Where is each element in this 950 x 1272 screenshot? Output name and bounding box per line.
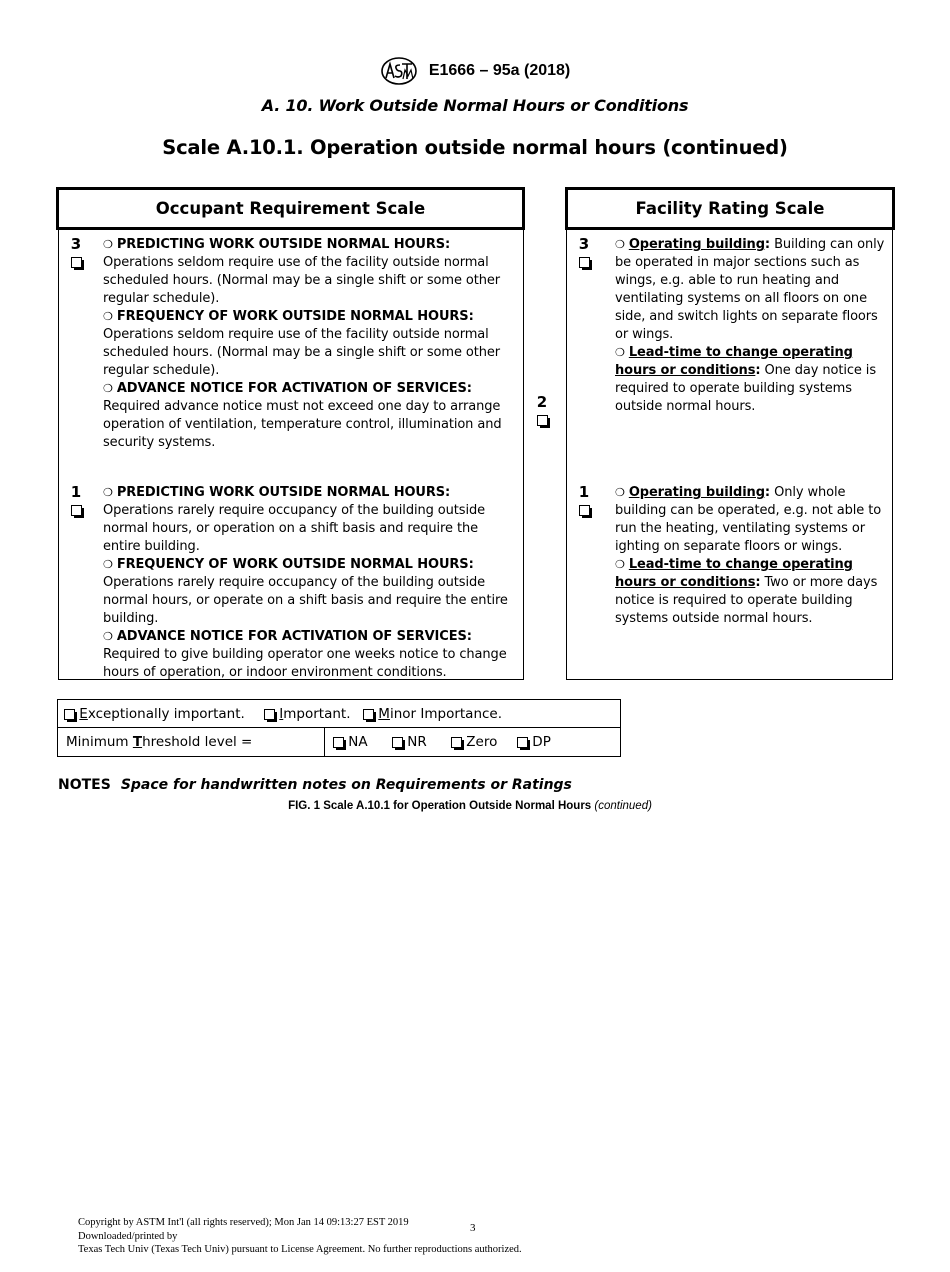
figure-caption: FIG. 1 Scale A.10.1 for Operation Outside Normal Hours (continued) — [288, 800, 652, 812]
list-item: ❍ Lead-time to change operating hours or conditions: One day notice is required to operate building systems outside normal hours. — [615, 345, 876, 414]
checkbox-icon — [517, 737, 528, 748]
list-item: ❍ ADVANCE NOTICE FOR ACTIVATION OF SERVICES: Required to give building operator one weeks notice to change hours of operation, or indoor environment conditions. — [103, 629, 507, 680]
list-item: ❍ PREDICTING WORK OUTSIDE NORMAL HOURS: Operations rarely require occupancy of the building outside normal hours, or operation on a shift basis and require the entire building. — [103, 485, 486, 554]
list-item: ❍ Operating building: Building can only be operated in major sections such as wings, e.g. able to run heating and ventilating systems on all floors on one side, and switch lights on separate floors or wings. — [615, 237, 885, 342]
facility-level-1-text — [615, 484, 891, 628]
checkbox-icon — [579, 257, 590, 268]
circle-bullet-icon: ❍ — [103, 630, 113, 643]
level-2-checkbox[interactable] — [532, 414, 552, 426]
page-number: 3 — [470, 1222, 476, 1234]
checkbox-icon — [537, 415, 548, 426]
notes-label: NOTES — [58, 777, 111, 793]
circle-bullet-icon: ❍ — [615, 486, 625, 499]
astm-logo-icon — [380, 56, 418, 86]
occupant-level-3-number: 3 — [70, 235, 82, 253]
exceptionally-important-option[interactable]: Exceptionally important. — [64, 706, 245, 722]
annex-title: A. 10. Work Outside Normal Hours or Conditions — [261, 96, 689, 115]
circle-bullet-icon: ❍ — [615, 238, 625, 251]
occupant-level-1-checkbox[interactable] — [66, 504, 86, 516]
table-divider — [324, 728, 325, 756]
facility-level-3-number: 3 — [578, 235, 590, 253]
level-2-number: 2 — [536, 393, 548, 411]
facility-level-1-checkbox[interactable] — [574, 504, 594, 516]
facility-scale-heading: Facility Rating Scale — [565, 187, 895, 230]
document-header — [0, 56, 950, 86]
occupant-level-1-number: 1 — [70, 483, 82, 501]
circle-bullet-icon: ❍ — [103, 238, 113, 251]
list-item: ❍ PREDICTING WORK OUTSIDE NORMAL HOURS: Operations seldom require use of the facility outside normal scheduled hours. (Normal may be a single shift or some other regular schedule). — [103, 237, 501, 306]
list-item: ❍ ADVANCE NOTICE FOR ACTIVATION OF SERVICES: Required advance notice must not exceed one day to arrange operation of ventilation, temperature control, illumination and security systems. — [103, 381, 502, 450]
occupant-level-3-text — [103, 236, 519, 452]
list-item: ❍ FREQUENCY OF WORK OUTSIDE NORMAL HOURS: Operations seldom require use of the facility outside normal scheduled hours. (Normal may be a single shift or some other regular schedule). — [103, 309, 501, 378]
facility-level-1-number: 1 — [578, 483, 590, 501]
threshold-option-dp[interactable]: DP — [517, 734, 551, 750]
importance-table — [57, 699, 621, 757]
threshold-label: Minimum Threshold level = — [66, 734, 253, 750]
list-item: ❍ Operating building: Only whole building can be operated, e.g. not able to run the heating, ventilating systems or ighting on separate floors or wings. — [615, 485, 882, 554]
threshold-row — [58, 728, 620, 756]
minor-importance-option[interactable]: Minor Importance. — [363, 706, 502, 722]
occupant-scale-heading: Occupant Requirement Scale — [56, 187, 525, 230]
circle-bullet-icon: ❍ — [103, 486, 113, 499]
standard-designation: E1666 – 95a (2018) — [428, 62, 571, 79]
notes-line — [58, 777, 572, 793]
checkbox-icon — [363, 709, 374, 720]
circle-bullet-icon: ❍ — [103, 558, 113, 571]
threshold-option-na[interactable]: NA — [333, 734, 368, 750]
circle-bullet-icon: ❍ — [615, 558, 625, 571]
checkbox-icon — [392, 737, 403, 748]
copyright-footer: Copyright by ASTM Int'l (all rights reserved); Mon Jan 14 09:13:27 EST 2019 Downloaded/printed by Texas Tech Univ (Texas Tech Univ) pursuant to License Agreement. No further reproductions authorized. — [78, 1217, 522, 1255]
notes-text: Space for handwritten notes on Requirements or Ratings — [120, 777, 572, 793]
checkbox-icon — [71, 505, 82, 516]
facility-level-3-text — [615, 236, 891, 416]
occupant-level-1-text — [103, 484, 519, 682]
scale-title: Scale A.10.1. Operation outside normal hours (continued) — [162, 136, 788, 159]
checkbox-icon — [451, 737, 462, 748]
threshold-option-nr[interactable]: NR — [392, 734, 427, 750]
circle-bullet-icon: ❍ — [615, 346, 625, 359]
threshold-option-zero[interactable]: Zero — [451, 734, 497, 750]
circle-bullet-icon: ❍ — [103, 382, 113, 395]
checkbox-icon — [64, 709, 75, 720]
list-item: ❍ Lead-time to change operating hours or conditions: Two or more days notice is required to operate building systems outside normal hours. — [615, 557, 878, 626]
importance-row — [58, 700, 620, 728]
checkbox-icon — [333, 737, 344, 748]
checkbox-icon — [71, 257, 82, 268]
important-option[interactable]: Important. — [264, 706, 351, 722]
facility-level-3-checkbox[interactable] — [574, 256, 594, 268]
occupant-level-3-checkbox[interactable] — [66, 256, 86, 268]
checkbox-icon — [264, 709, 275, 720]
checkbox-icon — [579, 505, 590, 516]
circle-bullet-icon: ❍ — [103, 310, 113, 323]
list-item: ❍ FREQUENCY OF WORK OUTSIDE NORMAL HOURS: Operations rarely require occupancy of the building outside normal hours, or operate on a shift basis and require the entire building. — [103, 557, 508, 626]
